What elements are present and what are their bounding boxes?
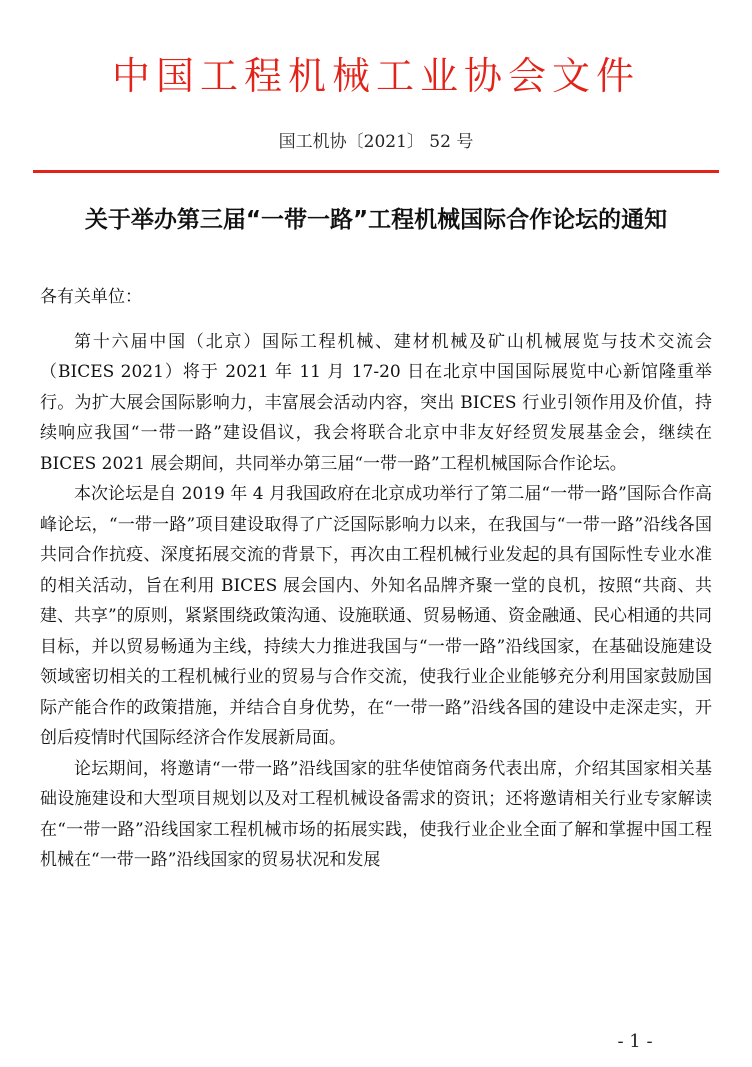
body-paragraph-3: 论坛期间，将邀请“一带一路”沿线国家的驻华使馆商务代表出席，介绍其国家相关基础设施建设和大型项目规划以及对工程机械设备需求的资讯；还将邀请相关行业专家解读在“一带一路”沿线国家工程机械市场的拓展实践，使我行业企业全面了解和掌握中国工程机械在“一带一路”沿线国家的贸易状况和发展 [40,758,712,870]
document-number: 国工机协〔2021〕 52 号 [278,132,474,152]
salutation: 各有关单位： [40,287,142,307]
page-number: - 1 - [617,1031,653,1052]
notice-title: 关于举办第三届“一带一路”工程机械国际合作论坛的通知 [84,207,668,233]
body-paragraph-1: 第十六届中国（北京）国际工程机械、建材机械及矿山机械展览与技术交流会（BICES 2021）将于 2021 年 11 月 17-20 日在北京中国国际展览中心新馆隆重举行。为扩大展会国际影响力，丰富展会活动内容，突出 BICES 行业引领作用及价值，持续响应我国“一带一路”建设倡议，我会将联合北京中非友好经贸发展基金会，继续在 BICES 2021 展会期间，共同举办第三届“一带一路”工程机械国际合作论坛。 [40,331,712,474]
red-divider-line [33,170,719,173]
body-paragraph-2: 本次论坛是自 2019 年 4 月我国政府在北京成功举行了第二届“一带一路”国际合作高峰论坛，“一带一路”项目建设取得了广泛国际影响力以来，在我国与“一带一路”沿线各国共同合作抗疫、深度拓展交流的背景下，再次由工程机械行业发起的具有国际性专业水准的相关活动，旨在利用 BICES 展会国内、外知名品牌齐聚一堂的良机，按照“共商、共建、共享”的原则，紧紧围绕政策沟通、设施联通、贸易畅通、资金融通、民心相通的共同目标，并以贸易畅通为主线，持续大力推进我国与“一带一路”沿线国家，在基础设施建设领域密切相关的工程机械行业的贸易与合作交流，使我行业企业能够充分利用国家鼓励国际产能合作的政策措施，并结合自身优势，在“一带一路”沿线各国的建设中走深走实，开创后疫情时代国际经济合作发展新局面。 [40,484,712,748]
org-title: 中国工程机械工业协会文件 [111,54,640,98]
document-body [40,282,712,876]
